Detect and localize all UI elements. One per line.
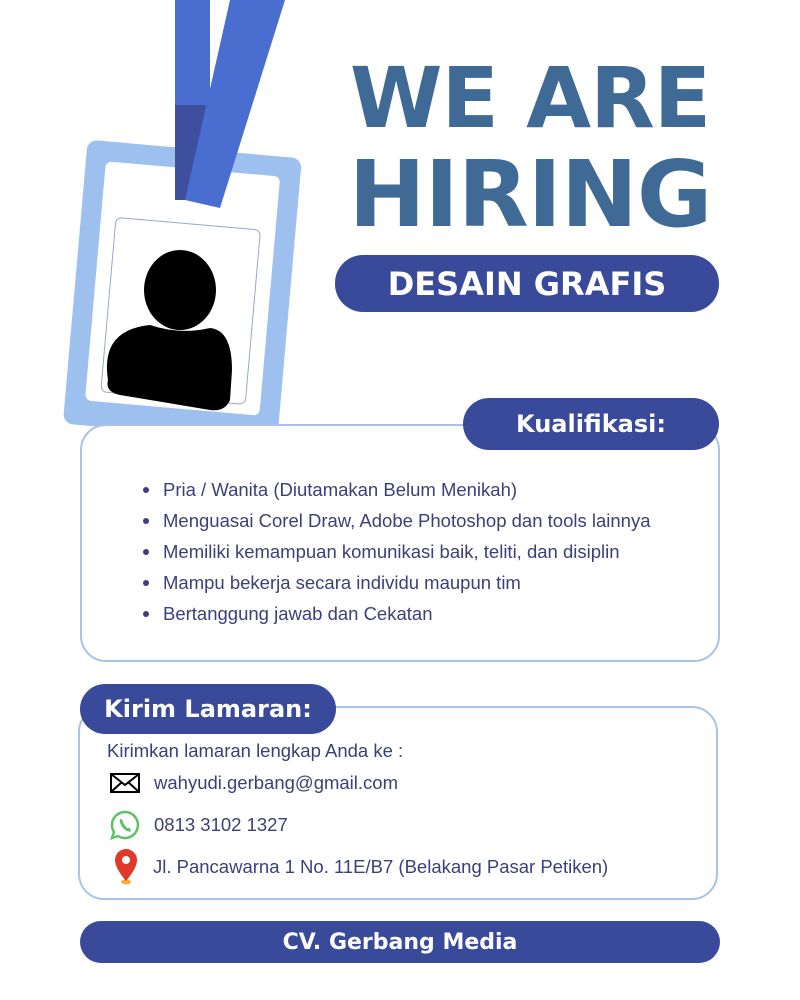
headline-line2: HIRING — [348, 141, 712, 248]
whatsapp-icon — [110, 810, 140, 840]
contact-intro: Kirimkan lamaran lengkap Anda ke : — [107, 740, 404, 761]
list-item: Memiliki kemampuan komunikasi baik, teliti, dan disiplin — [135, 536, 651, 567]
qualifications-heading: Kualifikasi: — [463, 398, 719, 450]
headline-line1: WE ARE — [349, 49, 711, 147]
list-item: Pria / Wanita (Diutamakan Belum Menikah) — [135, 474, 651, 505]
company-footer: CV. Gerbang Media — [80, 921, 720, 963]
contact-heading: Kirim Lamaran: — [80, 684, 336, 734]
list-item: Mampu bekerja secara individu maupun tim — [135, 567, 651, 598]
email-row — [110, 772, 398, 794]
address: Jl. Pancawarna 1 No. 11E/B7 (Belakang Pasar Petiken) — [153, 856, 609, 877]
location-pin-icon — [113, 848, 139, 886]
position-badge: DESAIN GRAFIS — [335, 255, 719, 312]
list-item: Menguasai Corel Draw, Adobe Photoshop dan tools lainnya — [135, 505, 651, 536]
id-badge-illustration — [60, 0, 340, 450]
phone-number[interactable]: 0813 3102 1327 — [154, 814, 288, 835]
address-row — [113, 848, 608, 886]
email-address[interactable]: wahyudi.gerbang@gmail.com — [154, 772, 398, 793]
qualifications-list — [135, 474, 651, 629]
envelope-icon — [110, 772, 140, 794]
list-item: Bertanggung jawab dan Cekatan — [135, 598, 651, 629]
phone-row — [110, 810, 288, 840]
